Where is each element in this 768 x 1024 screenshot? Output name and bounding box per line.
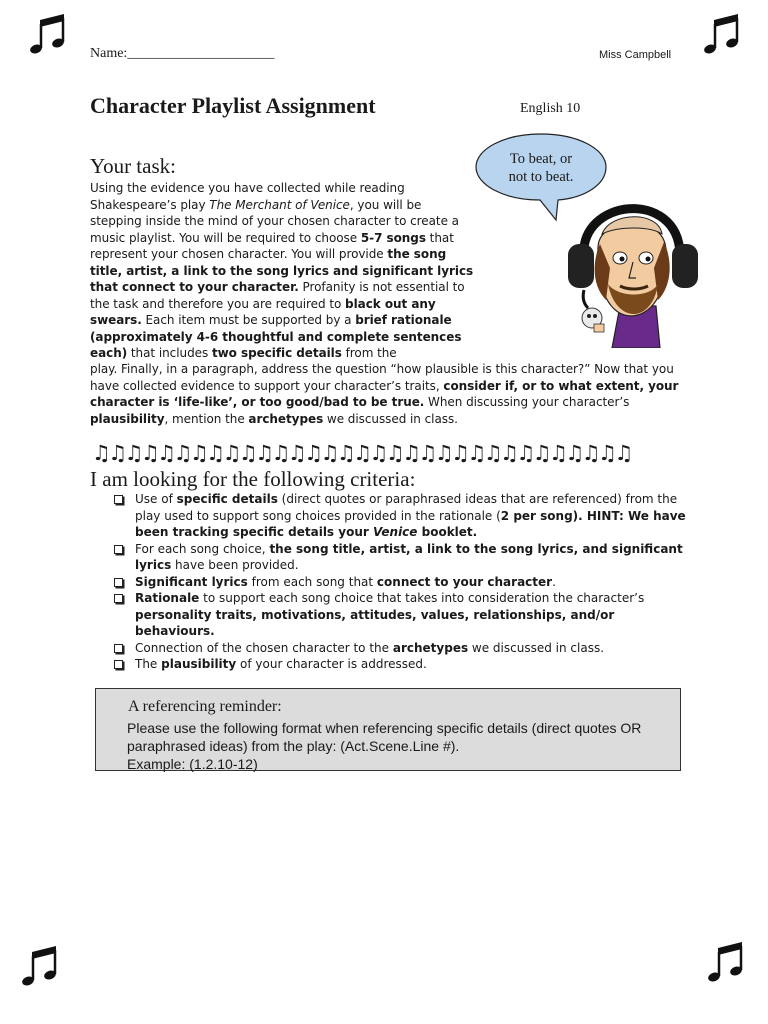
- task-paragraph: Using the evidence you have collected while reading Shakespeare’s play The Merchant of Venice, you will be stepping inside the mind of your chosen character to create a music playlist. You will be required to choose 5-7 songs that represent your chosen character. You will provide the song title, artist, a link to the song lyrics and significant lyrics that connect to your character. Profanity is not essential to the task and therefore you are required to black out any swears. Each item must be supported by a brief rationale (approximately 4-6 thoughtful and complete sentences each) that includes two specific details from the: [90, 181, 474, 360]
- checkbox-icon: [114, 495, 123, 504]
- speech-line-2: not to beat.: [508, 169, 574, 185]
- checkbox-icon: [114, 660, 123, 669]
- referencing-example-text: Example: (1.2.10-12): [127, 756, 258, 772]
- criteria-heading: I am looking for the following criteria:: [90, 467, 416, 491]
- page-title: Character Playlist Assignment: [90, 93, 376, 118]
- referencing-reminder-box: [95, 688, 681, 771]
- referencing-reminder-title: A referencing reminder:: [128, 698, 282, 715]
- checkbox-icon: [114, 594, 123, 603]
- music-note-icon: [704, 940, 750, 986]
- referencing-format-text: Please use the following format when referencing specific details (direct quotes OR paraphrased ideas) from the play: (Act.Scene.Line #).: [127, 720, 642, 754]
- criteria-item: For each song choice, the song title, artist, a link to the song lyrics, and significant lyrics have been provided.: [112, 541, 692, 574]
- teacher-name: Miss Campbell: [599, 49, 672, 61]
- criteria-item: Significant lyrics from each song that connect to your character.: [112, 574, 692, 591]
- task-heading: Your task:: [90, 154, 176, 178]
- criteria-item: The plausibility of your character is addressed.: [112, 656, 692, 673]
- checkbox-icon: [114, 545, 123, 554]
- referencing-reminder-body: [127, 719, 687, 773]
- criteria-item: Rationale to support each song choice that takes into consideration the character’s personality traits, motivations, attitudes, values, relationships, and/or behaviours.: [112, 590, 692, 640]
- checkbox-icon: [114, 644, 123, 653]
- task-paragraph-continued: play. Finally, in a paragraph, address the question “how plausible is this character?” Now that you have collected evidence to support your character’s traits, consider if, or to what extent, your character is ‘life-like’, or too good/bad to be true. When discussing your character’s plausibility, mention the archetypes we discussed in class.: [90, 362, 679, 426]
- music-note-icon: [18, 944, 64, 990]
- checkbox-icon: [114, 578, 123, 587]
- criteria-item: Use of specific details (direct quotes or paraphrased ideas that are referenced) from the play used to support song choices provided in the rationale (2 per song). HINT: We have been tracking specific details your Venice booklet.: [112, 491, 692, 541]
- criteria-list: [112, 491, 692, 673]
- criteria-item: Connection of the chosen character to the archetypes we discussed in class.: [112, 640, 692, 657]
- name-field-label: Name:_____________________: [90, 46, 275, 61]
- course-label: English 10: [520, 101, 581, 116]
- speech-line-1: To beat, or: [509, 151, 573, 167]
- music-notes-divider: ♫♫♫♫♫♫♫♫♫♫♫♫♫♫♫♫♫♫♫♫♫♫♫♫♫♫♫♫♫♫♫♫♫: [92, 441, 631, 465]
- music-note-icon: [700, 12, 746, 58]
- shakespeare-headphones-illustration: [562, 178, 706, 348]
- music-note-icon: [26, 12, 72, 58]
